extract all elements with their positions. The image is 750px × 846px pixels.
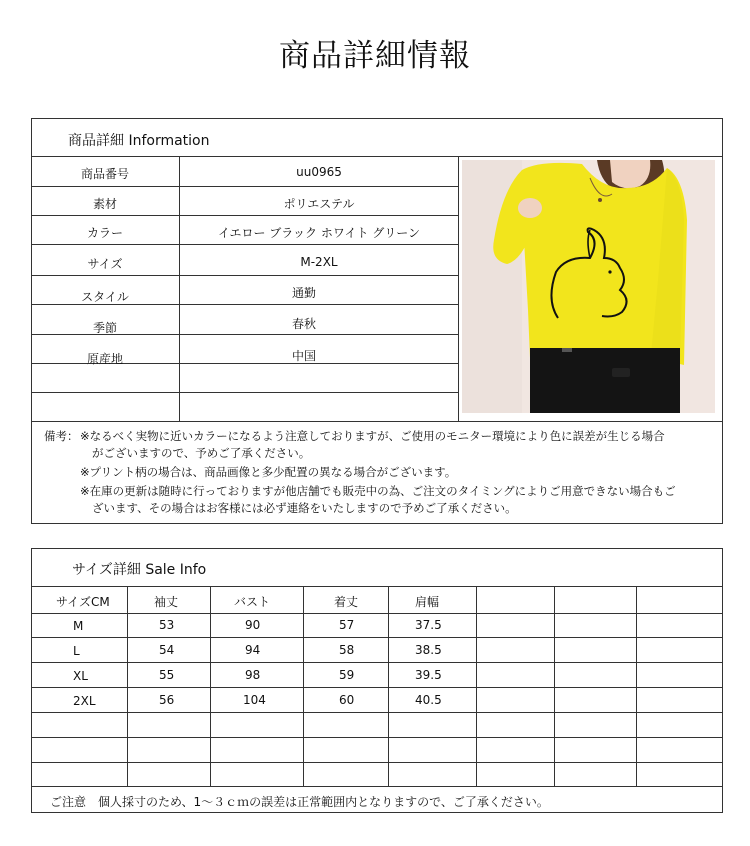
value-size: M-2XL (300, 255, 338, 269)
label-material: 素材 (92, 197, 117, 211)
value-product-number: uu0965 (296, 165, 342, 179)
notes-line-5: ざいます、その場合はお客様には必ず連絡をいたしますので予めご了承ください。 (92, 501, 517, 515)
table-row-l-sleeve: 54 (159, 643, 175, 657)
size-heading: サイズ詳細 Sale Info (72, 562, 207, 578)
table-row-xl-length: 59 (339, 668, 355, 682)
label-season: 季節 (92, 321, 117, 335)
label-style: スタイル (81, 290, 129, 304)
page-title: 商品詳細情報 (279, 38, 471, 74)
value-material: ポリエステル (283, 197, 355, 211)
table-row-2xl-size: 2XL (73, 694, 96, 708)
col-header-length: 着丈 (334, 595, 359, 609)
notes-line-2: がございますので、予めご了承ください。 (92, 446, 311, 460)
table-row-m-length: 57 (339, 618, 355, 632)
label-size: サイズ (87, 257, 123, 271)
col-header-sleeve: 袖丈 (154, 595, 179, 609)
table-row-m-shoulder: 37.5 (415, 618, 442, 632)
size-box (31, 548, 723, 813)
table-row-2xl-bust: 104 (243, 693, 266, 707)
label-color: カラー (86, 226, 123, 240)
label-product-number: 商品番号 (80, 167, 129, 181)
table-row-xl-bust: 98 (245, 668, 261, 682)
table-row-xl-size: XL (73, 669, 88, 683)
notes-prefix: 備考： (44, 429, 79, 443)
details-heading: 商品詳細 Information (68, 133, 210, 149)
table-row-l-bust: 94 (245, 643, 261, 657)
table-row-2xl-shoulder: 40.5 (415, 693, 442, 707)
table-row-xl-shoulder: 39.5 (415, 668, 442, 682)
col-header-bust: バスト (234, 595, 271, 609)
product-photo (462, 160, 715, 413)
table-row-2xl-sleeve: 56 (159, 693, 175, 707)
value-season: 春秋 (291, 317, 316, 331)
value-color: イエロー ブラック ホワイト グリーン (217, 226, 421, 240)
table-row-2xl-length: 60 (339, 693, 355, 707)
notes-line-3: ※プリント柄の場合は、商品画像と多少配置の異なる場合がございます。 (80, 465, 457, 479)
table-row-l-length: 58 (339, 643, 355, 657)
table-row-xl-sleeve: 55 (159, 668, 175, 682)
table-row-l-shoulder: 38.5 (415, 643, 442, 657)
value-style: 通勤 (291, 286, 316, 300)
table-row-m-sleeve: 53 (159, 618, 175, 632)
table-row-l-size: L (73, 644, 80, 658)
notes-line-4: ※在庫の更新は随時に行っておりますが他店舗でも販売中の為、ご注文のタイミングによりご用意できない場合もご (80, 484, 676, 498)
value-origin: 中国 (291, 349, 316, 363)
notes-line-1: ※なるべく実物に近いカラーになるよう注意しておりますが、ご使用のモニター環境により色に誤差が生じる場合 (80, 429, 665, 443)
table-row-m-size: M (73, 619, 84, 633)
col-header-size: サイズCM (56, 595, 110, 609)
col-header-shoulder: 肩幅 (415, 595, 440, 609)
size-footer-note: ご注意 個人採寸のため、1～３ｃｍの誤差は正常範囲内となりますので、ご了承ください。 (50, 795, 549, 809)
label-origin: 原産地 (86, 352, 123, 366)
table-row-m-bust: 90 (245, 618, 261, 632)
